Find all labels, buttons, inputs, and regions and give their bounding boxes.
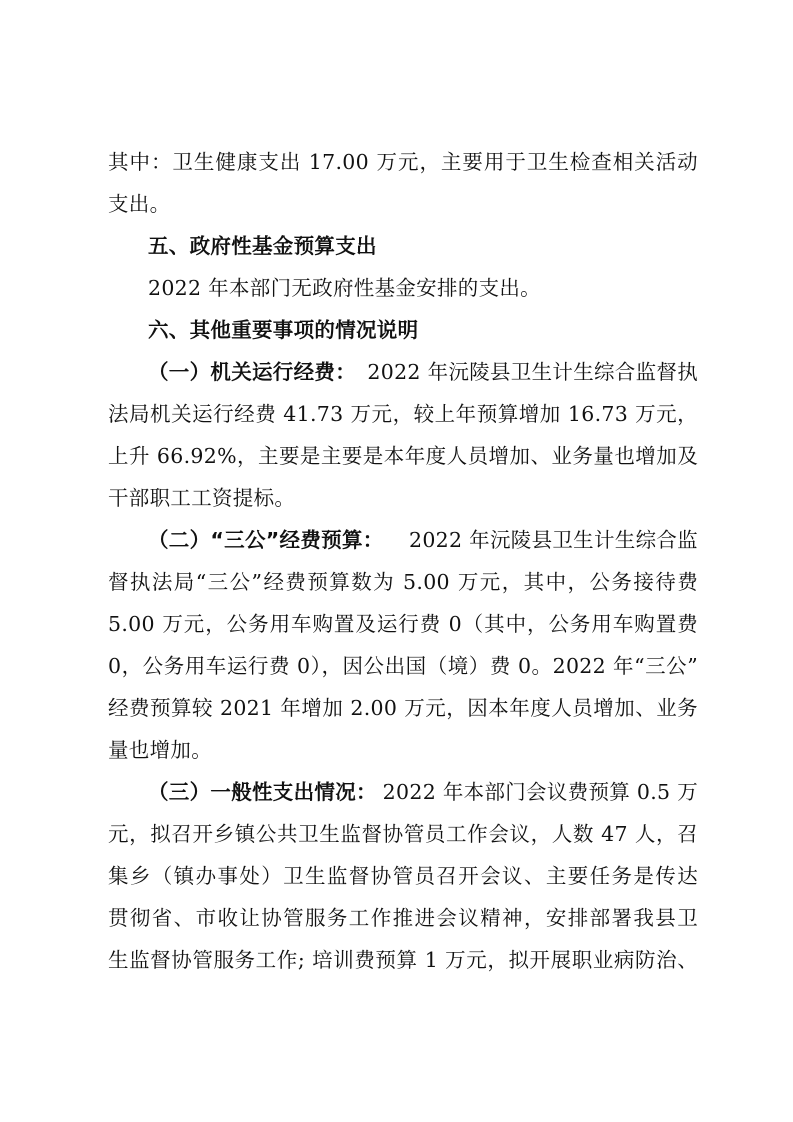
paragraph-line: 生监督协管服务工作; 培训费预算 1 万元，拟开展职业病防治、 — [108, 948, 698, 972]
paragraph-first-line — [148, 778, 698, 806]
paragraph-line: 0，公务用车运行费 0），因公出国（境）费 0。2022 年“三公” — [108, 654, 698, 678]
paragraph-first-line — [148, 526, 698, 554]
paragraph-first-line — [148, 358, 698, 386]
paragraph-line: 法局机关运行经费 41.73 万元，较上年预算增加 16.73 万元， — [108, 402, 698, 426]
item-heading-1: （一）机关运行经费： — [148, 360, 356, 384]
section-heading-5: 五、政府性基金预算支出 — [148, 234, 377, 258]
paragraph-line: 5.00 万元，公务用车购置及运行费 0（其中，公务用车购置费 — [108, 612, 698, 636]
paragraph-line: 2022 年本部门无政府性基金安排的支出。 — [148, 276, 541, 300]
paragraph-line: 干部职工工资提标。 — [108, 486, 296, 510]
paragraph-line: 上升 66.92%，主要是主要是本年度人员增加、业务量也增加及 — [108, 444, 698, 468]
paragraph-line: 集乡（镇办事处）卫生监督协管员召开会议、主要任务是传达 — [108, 864, 698, 888]
item-heading-2: （二）“三公”经费预算： — [148, 528, 384, 552]
paragraph-line: 量也增加。 — [108, 738, 212, 762]
item-heading-3: （三）一般性支出情况： — [148, 780, 377, 804]
paragraph-line: 经费预算较 2021 年增加 2.00 万元，因本年度人员增加、业务 — [108, 696, 698, 720]
paragraph-line: 贯彻省、市收让协管服务工作推进会议精神，安排部署我县卫 — [108, 906, 698, 930]
paragraph-text: 2022 年沅陵县卫生计生综合监 — [409, 528, 698, 552]
paragraph-text: 2022 年本部门会议费预算 0.5 万 — [382, 780, 698, 804]
paragraph-line: 元，拟召开乡镇公共卫生监督协管员工作会议，人数 47 人，召 — [108, 822, 698, 846]
section-heading-6: 六、其他重要事项的情况说明 — [148, 318, 419, 342]
paragraph-line: 其中：卫生健康支出 17.00 万元，主要用于卫生检查相关活动 — [108, 150, 698, 174]
paragraph-line: 支出。 — [108, 192, 171, 216]
paragraph-line: 督执法局“三公”经费预算数为 5.00 万元，其中，公务接待费 — [108, 570, 698, 594]
paragraph-text: 2022 年沅陵县卫生计生综合监督执 — [367, 360, 698, 384]
